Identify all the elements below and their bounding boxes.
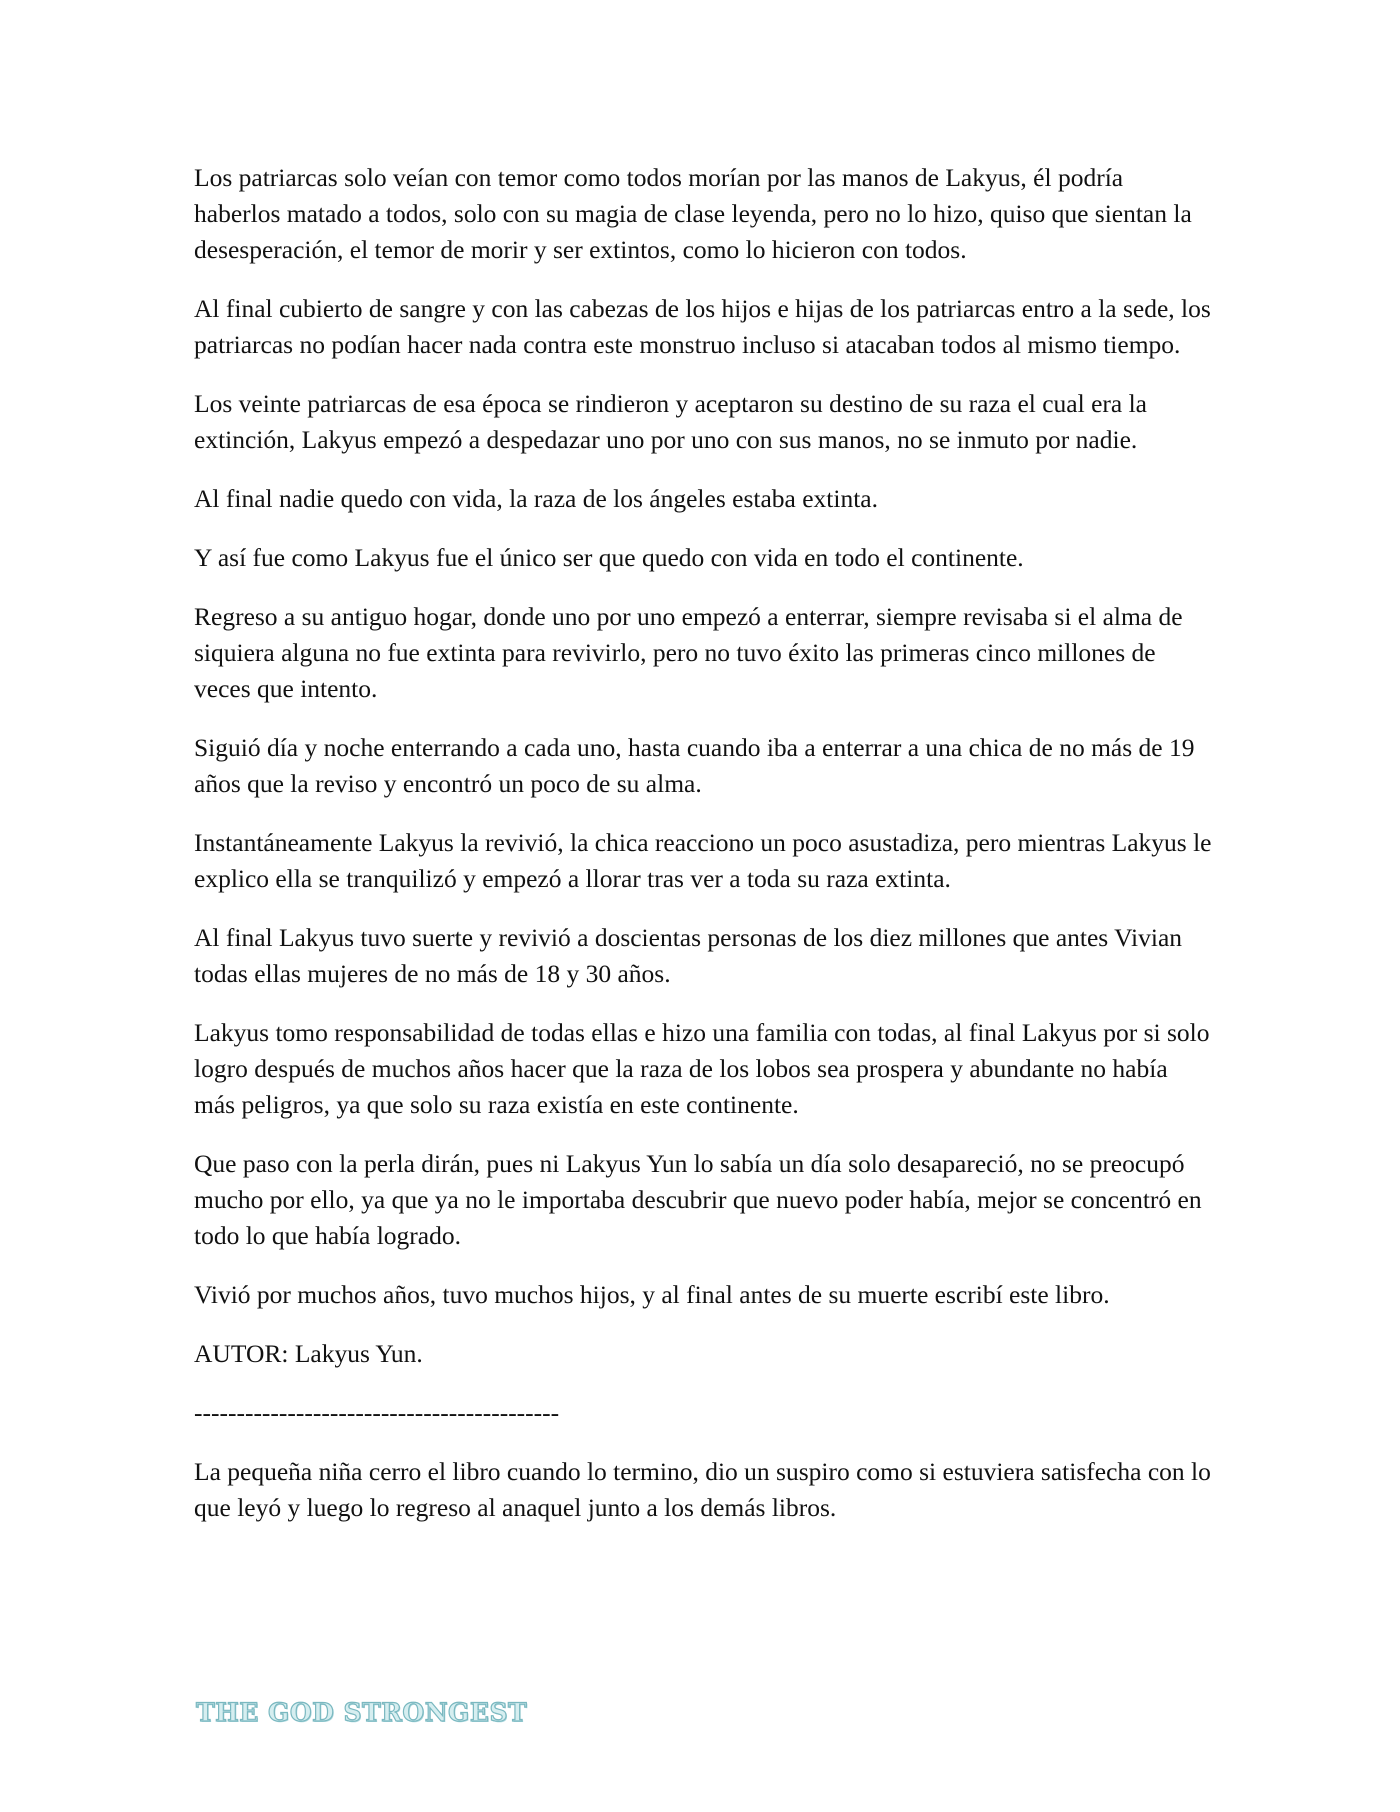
document-body — [194, 160, 1214, 1549]
paragraph: Al final nadie quedo con vida, la raza de los ángeles estaba extinta. — [194, 484, 878, 513]
paragraph: Siguió día y noche enterrando a cada uno, hasta cuando iba a enterrar a una chica de no más de 19 años que la reviso y encontró un poco de su alma. — [194, 733, 1195, 798]
closing-paragraph: La pequeña niña cerro el libro cuando lo termino, dio un suspiro como si estuviera satisfecha con lo que leyó y luego lo regreso al anaquel junto a los demás libros. — [194, 1457, 1211, 1522]
paragraph: Instantáneamente Lakyus la revivió, la chica reacciono un poco asustadiza, pero mientras Lakyus le explico ella se tranquilizó y empezó a llorar tras ver a toda su raza extinta. — [194, 828, 1212, 893]
paragraph: Al final cubierto de sangre y con las cabezas de los hijos e hijas de los patriarcas entro a la sede, los patriarcas no podían hacer nada contra este monstruo incluso si atacaban todos al mismo tiempo. — [194, 294, 1211, 359]
author-line: AUTOR: Lakyus Yun. — [194, 1339, 423, 1368]
paragraph: Lakyus tomo responsabilidad de todas ellas e hizo una familia con todas, al final Lakyus por si solo logro después de muchos años hacer que la raza de los lobos sea prospera y abundante no había más peligros, ya que solo su raza existía en este continente. — [194, 1018, 1210, 1119]
paragraph: Los veinte patriarcas de esa época se rindieron y aceptaron su destino de su raza el cual era la extinción, Lakyus empezó a despedazar uno por uno con sus manos, no se inmuto por nadie. — [194, 389, 1147, 454]
footer-logo: THE GOD STRONGEST — [196, 1698, 528, 1727]
paragraph: Que paso con la perla dirán, pues ni Lakyus Yun lo sabía un día solo desapareció, no se preocupó mucho por ello, ya que ya no le importaba descubrir que nuevo poder había, mejor se concentró en todo lo que había logrado. — [194, 1149, 1202, 1250]
paragraph: Vivió por muchos años, tuvo muchos hijos, y al final antes de su muerte escribí este libro. — [194, 1280, 1110, 1309]
paragraph: Y así fue como Lakyus fue el único ser que quedo con vida en todo el continente. — [194, 543, 1024, 572]
paragraph: Regreso a su antiguo hogar, donde uno por uno empezó a enterrar, siempre revisaba si el alma de siquiera alguna no fue extinta para revivirlo, pero no tuvo éxito las primeras cinco millones de veces que intento. — [194, 602, 1183, 703]
paragraph: Los patriarcas solo veían con temor como todos morían por las manos de Lakyus, él podría haberlos matado a todos, solo con su magia de clase leyenda, pero no lo hizo, quiso que sientan la desesperación, el temor de morir y ser extintos, como lo hicieron con todos. — [194, 163, 1192, 264]
paragraph: Al final Lakyus tuvo suerte y revivió a doscientas personas de los diez millones que antes Vivian todas ellas mujeres de no más de 18 y 30 años. — [194, 923, 1183, 988]
section-divider: ------------------------------------------- — [194, 1398, 560, 1427]
